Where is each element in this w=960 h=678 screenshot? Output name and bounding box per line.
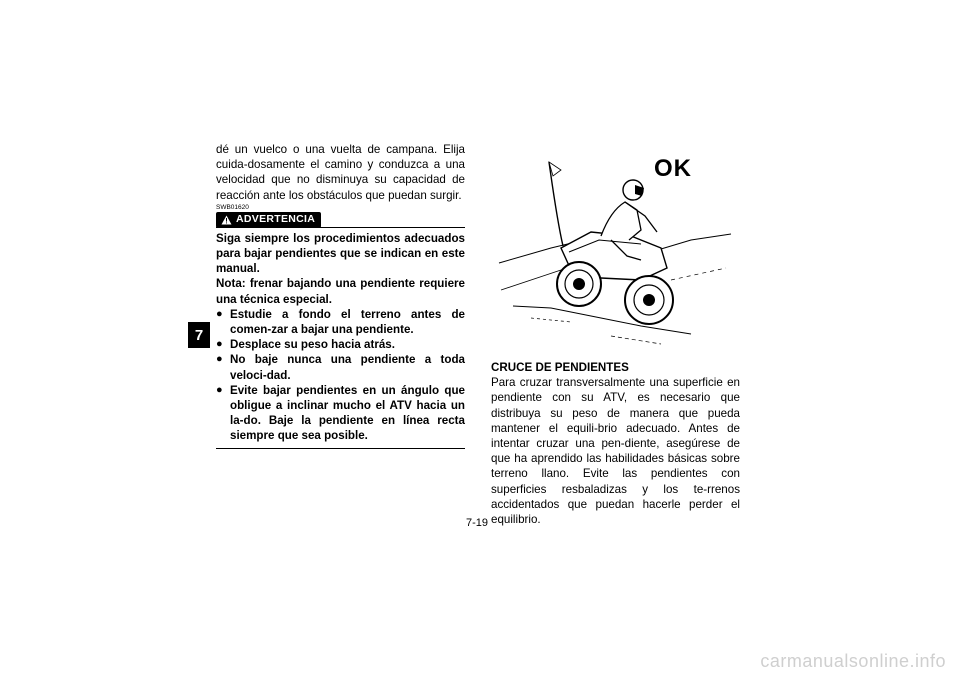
warning-body [216, 231, 465, 444]
atv-crossing-slope-illustration-icon [491, 140, 741, 350]
warning-item-text: Estudie a fondo el terreno antes de comen-zar a bajar una pendiente. [230, 307, 465, 337]
warning-list [216, 307, 465, 444]
warning-paragraph-2: Nota: frenar bajando una pendiente requiere una técnica especial. [216, 277, 465, 306]
warning-triangle-icon [221, 215, 232, 225]
bullet-icon: ● [216, 338, 223, 351]
page-number: 7-19 [466, 517, 489, 529]
warning-list-item [216, 337, 465, 352]
bullet-icon: ● [216, 307, 223, 320]
bullet-icon: ● [216, 353, 223, 366]
chapter-tab: 7 [188, 322, 210, 348]
ok-label: OK [654, 155, 692, 182]
left-column [216, 142, 465, 449]
warning-end-rule [216, 448, 465, 449]
section-body: Para cruzar transversalmente una superficie en pendiente con su ATV, es necesario que distribuya su peso de manera que pueda mantener el equili-brio adecuado. Antes de intentar cruzar una pen-diente, asegúrese de que ha aprendido las habilidades básicas sobre terreno llano. Evite las pendientes con superficies resbaladizas y los te-rrenos accidentados que puedan hacerle perder el equilibrio. [491, 376, 740, 527]
warning-header [216, 213, 465, 228]
warning-badge [216, 212, 321, 228]
section-heading: CRUCE DE PENDIENTES [491, 361, 629, 374]
right-column [491, 360, 740, 527]
warning-item-text: Evite bajar pendientes en un ángulo que obligue a inclinar mucho el ATV hacia un la-do. Baje la pendiente en línea recta siempre que sea posible. [230, 383, 465, 443]
warning-label: ADVERTENCIA [236, 213, 316, 226]
warning-code: SWB01620 [216, 203, 249, 211]
warning-paragraph-1: Siga siempre los procedimientos adecuados para bajar pendientes que se indican en este manual. [216, 231, 465, 276]
watermark: carmanualsonline.info [760, 651, 946, 671]
warning-item-text: No baje nunca una pendiente a toda veloci-dad. [230, 353, 465, 382]
warning-list-item [216, 352, 465, 382]
warning-list-item [216, 383, 465, 444]
intro-paragraph: dé un vuelco o una vuelta de campana. Elija cuida-dosamente el camino y conduzca a una velocidad que no disminuya su capacidad de reacción ante los obstáculos que puedan surgir. [216, 143, 465, 202]
warning-item-text: Desplace su peso hacia atrás. [230, 338, 395, 352]
warning-list-item [216, 307, 465, 337]
bullet-icon: ● [216, 383, 223, 396]
